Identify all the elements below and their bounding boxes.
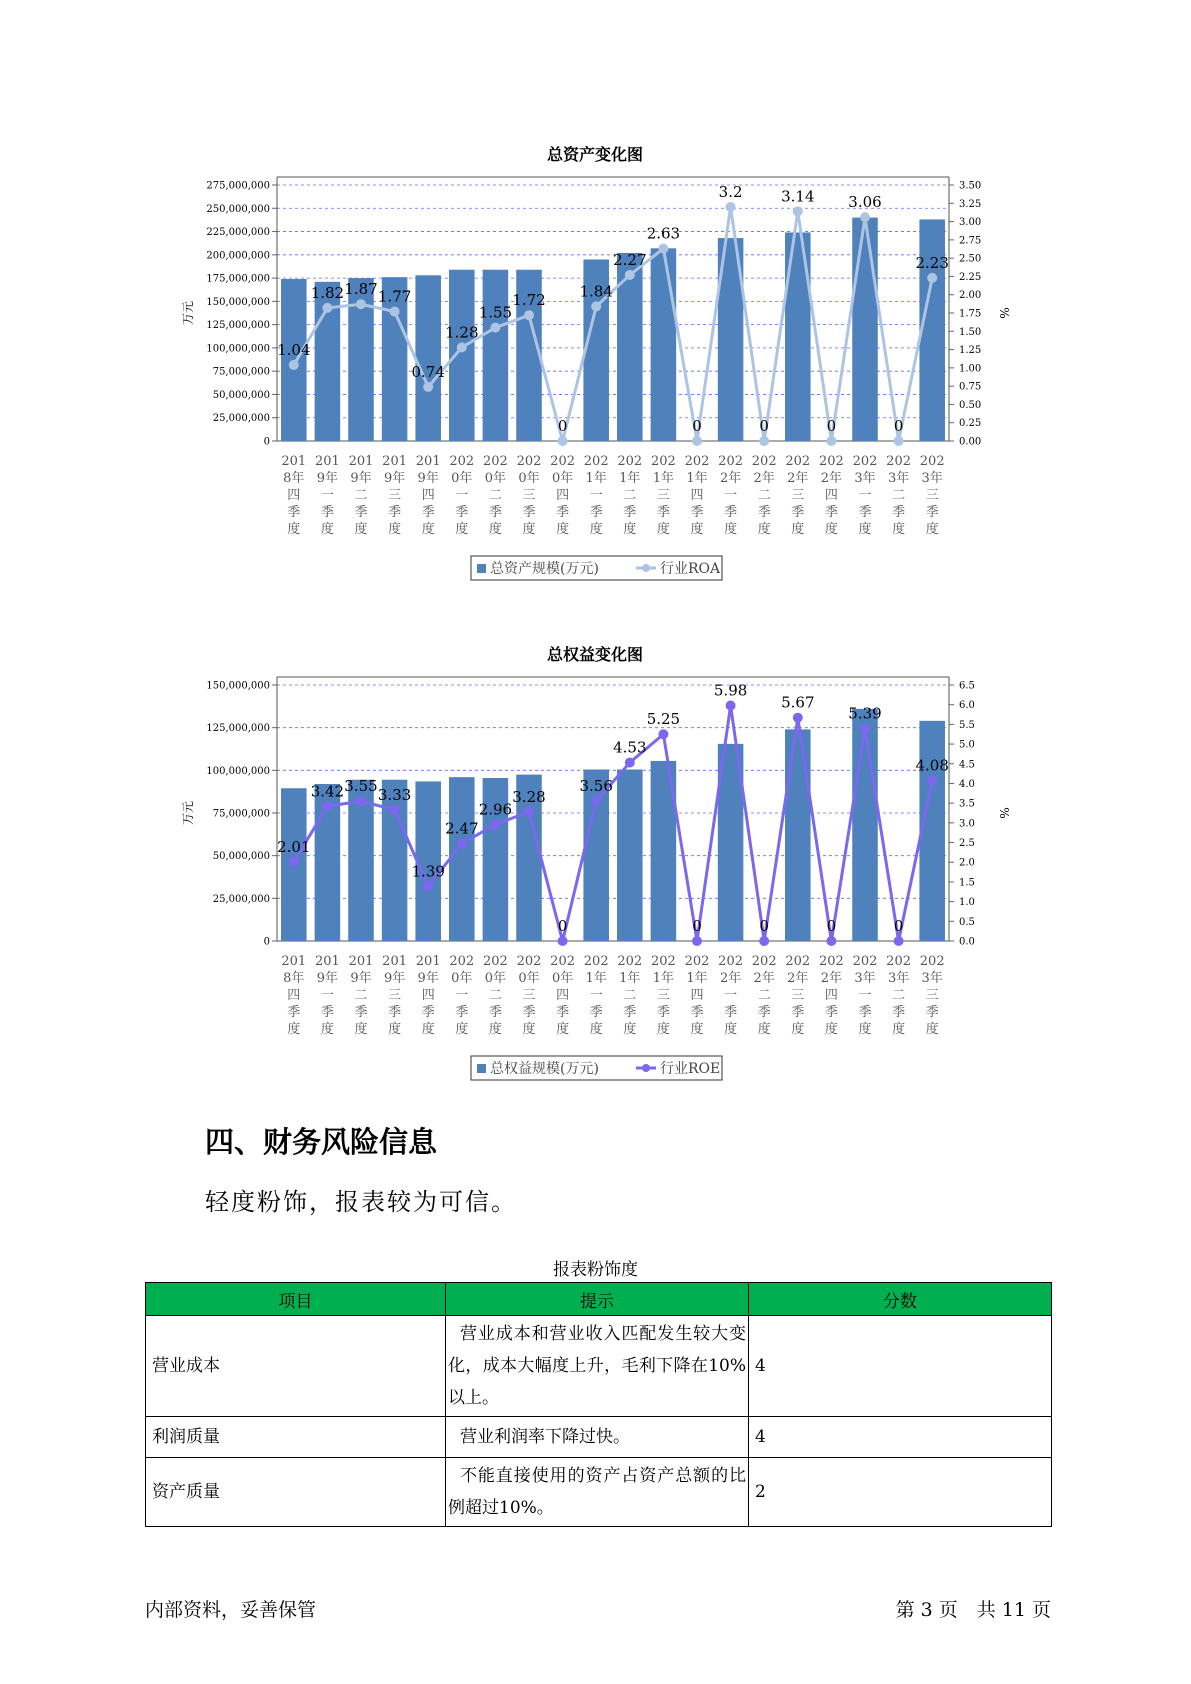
equity-chart-data-label: 5.98 — [713, 681, 748, 700]
row-hint: 营业成本和营业收入匹配发生较大变化，成本大幅度上升，毛利下降在10%以上。 — [446, 1316, 749, 1417]
assets-chart-y2tick-label: 1.50 — [959, 326, 982, 338]
assets-chart-data-label: 1.82 — [310, 283, 345, 302]
assets-chart-line-point — [356, 299, 366, 309]
assets-chart-y2tick-label: 3.25 — [959, 198, 982, 210]
assets-chart-data-label: 0.74 — [411, 362, 445, 381]
assets-chart-line-point — [423, 382, 433, 392]
equity-chart-ytick-label: 125,000,000 — [206, 723, 270, 735]
equity-chart-bar — [919, 721, 945, 941]
assets-chart-xtick-label: 202 0年四季度 — [550, 454, 576, 537]
total-equity-chart — [0, 635, 1191, 1095]
assets-chart-line-point — [591, 301, 601, 311]
equity-chart-line-point — [793, 713, 803, 723]
equity-chart-line-point — [390, 805, 400, 815]
assets-chart-data-label: 2.27 — [613, 250, 647, 269]
equity-chart-legend — [471, 1056, 722, 1080]
equity-chart-data-label: 2.96 — [478, 800, 513, 819]
assets-chart-xtick-label: 202 0年二季度 — [482, 454, 508, 537]
header-score: 分数 — [749, 1283, 1052, 1316]
assets-chart-data-label: 0 — [893, 417, 904, 435]
equity-chart-xtick-label: 202 3年一季度 — [852, 954, 878, 1037]
equity-chart-line-point — [423, 881, 433, 891]
risk-summary-text: 轻度粉饰，报表较为可信。 — [205, 1188, 517, 1216]
total-assets-chart — [0, 135, 1191, 595]
assets-chart-xtick-label: 202 0年一季度 — [449, 454, 475, 537]
equity-chart-ytick-label: 25,000,000 — [212, 893, 270, 905]
assets-chart-ytick-label: 0 — [263, 436, 270, 448]
equity-chart-y2tick-label: 5.0 — [959, 739, 975, 751]
row-score: 2 — [749, 1458, 1052, 1527]
equity-chart-ylabel: 万元 — [181, 800, 195, 826]
assets-chart-y2tick-label: 2.75 — [959, 235, 982, 247]
assets-chart-ytick-label: 25,000,000 — [212, 413, 270, 425]
equity-chart-y2tick-label: 4.0 — [959, 778, 975, 790]
equity-chart-xtick-label: 202 2年一季度 — [718, 954, 744, 1037]
assets-chart-data-label: 3.14 — [781, 187, 815, 206]
assets-chart-data-label: 1.72 — [512, 291, 546, 310]
assets-chart-line-point — [860, 212, 870, 222]
equity-chart-title: 总权益变化图 — [546, 645, 644, 664]
equity-chart-y2tick-label: 6.0 — [959, 700, 975, 712]
header-hint: 提示 — [446, 1283, 749, 1316]
assets-chart-ytick-label: 250,000,000 — [206, 203, 270, 215]
assets-chart-bar — [919, 219, 945, 441]
assets-chart-bar — [617, 253, 643, 441]
equity-chart-line-point — [558, 936, 568, 946]
assets-chart-data-label: 2.63 — [646, 224, 681, 243]
assets-chart-data-label: 1.04 — [277, 340, 311, 359]
row-item: 资产质量 — [146, 1458, 446, 1527]
equity-chart-ytick-label: 75,000,000 — [212, 808, 270, 820]
whitewash-table — [145, 1282, 1052, 1527]
footer-confidential: 内部资料，妥善保管 — [145, 1599, 317, 1621]
assets-chart-xtick-label: 202 2年四季度 — [818, 454, 844, 537]
assets-chart-data-label: 0 — [557, 417, 568, 435]
assets-chart-data-label: 3.06 — [848, 193, 882, 212]
assets-chart-line-point — [726, 202, 736, 212]
equity-chart-line-point — [490, 819, 500, 829]
assets-chart-xtick-label: 202 0年三季度 — [516, 454, 542, 537]
assets-chart-data-label: 1.28 — [445, 323, 479, 342]
equity-chart-data-label: 3.42 — [310, 782, 345, 801]
assets-chart-bar — [415, 275, 441, 441]
assets-chart-legend — [471, 556, 722, 580]
assets-chart-ytick-label: 50,000,000 — [212, 389, 270, 401]
equity-chart-data-label: 3.56 — [579, 776, 613, 795]
assets-chart-y2tick-label: 0.75 — [959, 381, 982, 393]
assets-chart-ytick-label: 200,000,000 — [206, 250, 270, 262]
equity-chart-xtick-label: 202 0年三季度 — [516, 954, 542, 1037]
table-header-row — [146, 1283, 1052, 1316]
assets-chart-data-label: 1.87 — [344, 280, 378, 299]
equity-chart-data-label: 2.01 — [277, 837, 311, 856]
assets-chart-line-point — [894, 436, 904, 446]
assets-chart-xtick-label: 201 9年三季度 — [382, 454, 408, 537]
assets-chart-xtick-label: 202 2年三季度 — [785, 454, 811, 537]
equity-chart-line-point — [289, 857, 299, 867]
equity-chart-xtick-label: 202 0年四季度 — [550, 954, 576, 1037]
assets-chart-ylabel: 万元 — [181, 300, 195, 326]
equity-chart-xtick-label: 202 2年三季度 — [785, 954, 811, 1037]
assets-chart-xtick-label: 202 2年二季度 — [751, 454, 777, 537]
assets-chart-y2tick-label: 2.25 — [959, 271, 982, 283]
table-row — [146, 1316, 1052, 1417]
assets-chart-line-point — [826, 436, 836, 446]
equity-chart-ytick-label: 50,000,000 — [212, 851, 270, 863]
row-score: 4 — [749, 1316, 1052, 1417]
assets-chart-data-label: 0 — [826, 417, 837, 435]
equity-chart-data-label: 0 — [557, 917, 568, 935]
assets-chart-legend-line-label: 行业ROA — [660, 561, 721, 577]
assets-chart-bar — [483, 270, 509, 441]
equity-chart-y2tick-label: 3.5 — [959, 798, 975, 810]
equity-chart-xtick-label: 202 1年一季度 — [583, 954, 609, 1037]
equity-chart-bar — [415, 781, 441, 941]
assets-chart-data-label: 1.55 — [478, 303, 513, 322]
assets-chart-y2tick-label: 2.50 — [959, 253, 982, 265]
equity-chart-line-point — [860, 724, 870, 734]
assets-chart-line-point — [793, 206, 803, 216]
assets-chart-line-point — [390, 307, 400, 317]
assets-chart-data-label: 2.23 — [915, 253, 949, 272]
equity-chart-xtick-label: 202 2年二季度 — [751, 954, 777, 1037]
equity-chart-y2tick-label: 1.0 — [959, 897, 975, 909]
equity-chart-bar — [449, 777, 475, 941]
equity-chart-line-point — [524, 807, 534, 817]
assets-chart-bar — [852, 218, 878, 441]
assets-chart-xtick-label: 202 3年二季度 — [886, 454, 912, 537]
equity-chart-legend-line-label: 行业ROE — [660, 1061, 721, 1077]
table-caption: 报表粉饰度 — [553, 1260, 638, 1280]
assets-chart-y2tick-label: 1.00 — [959, 363, 982, 375]
table-row — [146, 1417, 1052, 1458]
assets-chart-xtick-label: 202 1年二季度 — [617, 454, 643, 537]
equity-chart-xtick-label: 202 2年四季度 — [818, 954, 844, 1037]
equity-chart-line-point — [726, 700, 736, 710]
equity-chart-y2tick-label: 3.0 — [959, 818, 975, 830]
row-hint: 不能直接使用的资产占资产总额的比例超过10%。 — [446, 1458, 749, 1527]
assets-chart-y2tick-label: 1.75 — [959, 308, 982, 320]
assets-chart-line-point — [625, 270, 635, 280]
assets-chart-y2tick-label: 0.50 — [959, 399, 982, 411]
equity-chart-line-point — [692, 936, 702, 946]
equity-chart-line-point — [457, 839, 467, 849]
assets-chart-xtick-label: 202 1年一季度 — [583, 454, 609, 537]
assets-chart-title: 总资产变化图 — [546, 145, 644, 164]
assets-chart-xtick-label: 201 8年四季度 — [281, 454, 307, 537]
assets-chart-y2tick-label: 3.50 — [959, 180, 982, 192]
assets-chart-line-point — [490, 323, 500, 333]
equity-chart-y2tick-label: 2.0 — [959, 857, 975, 869]
assets-chart-xtick-label: 202 3年三季度 — [919, 454, 945, 537]
equity-chart-y2tick-label: 5.5 — [959, 719, 975, 731]
assets-chart-y2tick-label: 0.00 — [959, 436, 982, 448]
assets-chart-data-label: 1.77 — [377, 287, 412, 306]
equity-chart-line-point — [322, 801, 332, 811]
assets-chart-y2tick-label: 0.25 — [959, 418, 982, 430]
assets-chart-ytick-label: 150,000,000 — [206, 296, 270, 308]
assets-chart-data-label: 0 — [692, 417, 702, 435]
equity-chart-data-label: 3.33 — [377, 785, 412, 804]
section-heading: 四、财务风险信息 — [205, 1125, 438, 1159]
header-item: 项目 — [146, 1283, 446, 1316]
equity-chart-data-label: 0 — [759, 917, 769, 935]
equity-chart-data-label: 0 — [893, 917, 904, 935]
equity-chart-line-point — [759, 936, 769, 946]
equity-chart-data-label: 0 — [692, 917, 702, 935]
assets-chart-line-point — [692, 436, 702, 446]
equity-chart-xtick-label: 202 0年二季度 — [482, 954, 508, 1037]
equity-chart-ytick-label: 0 — [263, 936, 270, 948]
equity-chart-data-label: 4.53 — [613, 738, 647, 757]
assets-chart-ytick-label: 275,000,000 — [206, 180, 270, 192]
table-row — [146, 1458, 1052, 1527]
equity-chart-y2label: % — [997, 807, 1011, 819]
equity-chart-data-label: 5.25 — [646, 710, 681, 729]
equity-chart-data-label: 4.08 — [915, 756, 949, 775]
equity-chart-xtick-label: 201 9年二季度 — [348, 954, 374, 1037]
equity-chart-data-label: 5.39 — [848, 704, 882, 723]
row-item: 利润质量 — [146, 1417, 446, 1458]
assets-chart-xtick-label: 202 2年一季度 — [718, 454, 744, 537]
equity-chart-svg — [0, 635, 1191, 1095]
assets-chart-xtick-label: 201 9年四季度 — [415, 454, 441, 537]
assets-chart-data-label: 3.2 — [718, 182, 743, 201]
assets-chart-line-point — [289, 360, 299, 370]
assets-chart-line-point — [524, 310, 534, 320]
assets-chart-data-label: 1.84 — [579, 282, 613, 301]
assets-chart-y2tick-label: 1.25 — [959, 345, 982, 357]
equity-chart-ytick-label: 150,000,000 — [206, 680, 270, 692]
equity-chart-xtick-label: 202 3年二季度 — [886, 954, 912, 1037]
equity-chart-xtick-label: 202 1年二季度 — [617, 954, 643, 1037]
equity-chart-data-label: 3.28 — [512, 787, 546, 806]
equity-chart-data-label: 2.47 — [445, 819, 479, 838]
equity-chart-xtick-label: 202 0年一季度 — [449, 954, 475, 1037]
equity-chart-xtick-label: 201 9年四季度 — [415, 954, 441, 1037]
equity-chart-line-point — [658, 729, 668, 739]
equity-chart-bar — [852, 709, 878, 941]
equity-chart-xtick-label: 201 9年三季度 — [382, 954, 408, 1037]
equity-chart-xtick-label: 202 1年三季度 — [650, 954, 676, 1037]
row-hint: 营业利润率下降过快。 — [446, 1417, 749, 1458]
assets-chart-xtick-label: 202 3年一季度 — [852, 454, 878, 537]
equity-chart-y2tick-label: 0.5 — [959, 916, 975, 928]
assets-chart-xtick-label: 202 1年三季度 — [650, 454, 676, 537]
equity-chart-ytick-label: 100,000,000 — [206, 765, 270, 777]
equity-chart-line-point — [927, 775, 937, 785]
equity-chart-line-point — [356, 796, 366, 806]
equity-chart-legend-bar-label: 总权益规模(万元) — [490, 1061, 599, 1077]
equity-chart-data-label: 3.55 — [344, 777, 378, 796]
equity-chart-xtick-label: 202 3年三季度 — [919, 954, 945, 1037]
assets-chart-svg — [0, 135, 1191, 595]
assets-chart-bar — [651, 248, 677, 441]
equity-chart-y2tick-label: 0.0 — [959, 936, 975, 948]
equity-chart-bar — [785, 729, 811, 941]
equity-chart-line-point — [591, 796, 601, 806]
assets-chart-xtick-label: 201 9年一季度 — [314, 454, 340, 537]
assets-chart-y2label: % — [997, 307, 1011, 319]
equity-chart-line-point — [625, 758, 635, 768]
assets-chart-line-point — [759, 436, 769, 446]
equity-chart-y2tick-label: 2.5 — [959, 838, 975, 850]
footer-page-number: 第 3 页 共 11 页 — [895, 1599, 1051, 1621]
equity-chart-data-label: 5.67 — [781, 693, 815, 712]
equity-chart-y2tick-label: 1.5 — [959, 877, 975, 889]
assets-chart-line-point — [457, 342, 467, 352]
equity-chart-line-point — [826, 936, 836, 946]
assets-chart-ytick-label: 100,000,000 — [206, 343, 270, 355]
assets-chart-ytick-label: 175,000,000 — [206, 273, 270, 285]
equity-chart-bar — [617, 769, 643, 941]
assets-chart-y2tick-label: 2.00 — [959, 290, 982, 302]
equity-chart-y2tick-label: 4.5 — [959, 759, 975, 771]
equity-chart-data-label: 0 — [826, 917, 837, 935]
assets-chart-line-point — [558, 436, 568, 446]
row-score: 4 — [749, 1417, 1052, 1458]
assets-chart-legend-bar-label: 总资产规模(万元) — [490, 561, 599, 577]
assets-chart-y2tick-label: 3.00 — [959, 217, 982, 229]
assets-chart-line-point — [927, 273, 937, 283]
equity-chart-data-label: 1.39 — [411, 862, 445, 881]
equity-chart-xtick-label: 201 8年四季度 — [281, 954, 307, 1037]
equity-chart-bar — [583, 769, 609, 941]
assets-chart-xtick-label: 201 9年二季度 — [348, 454, 374, 537]
equity-chart-xtick-label: 201 9年一季度 — [314, 954, 340, 1037]
assets-chart-ytick-label: 125,000,000 — [206, 320, 270, 332]
assets-chart-ytick-label: 75,000,000 — [212, 366, 270, 378]
equity-chart-line-point — [894, 936, 904, 946]
assets-chart-ytick-label: 225,000,000 — [206, 227, 270, 239]
assets-chart-line-point — [658, 244, 668, 254]
assets-chart-bar — [449, 270, 475, 441]
equity-chart-xtick-label: 202 1年四季度 — [684, 954, 710, 1037]
equity-chart-bar — [382, 780, 408, 941]
assets-chart-xtick-label: 202 1年四季度 — [684, 454, 710, 537]
equity-chart-y2tick-label: 6.5 — [959, 680, 975, 692]
assets-chart-data-label: 0 — [759, 417, 769, 435]
assets-chart-line-point — [322, 303, 332, 313]
row-item: 营业成本 — [146, 1316, 446, 1417]
